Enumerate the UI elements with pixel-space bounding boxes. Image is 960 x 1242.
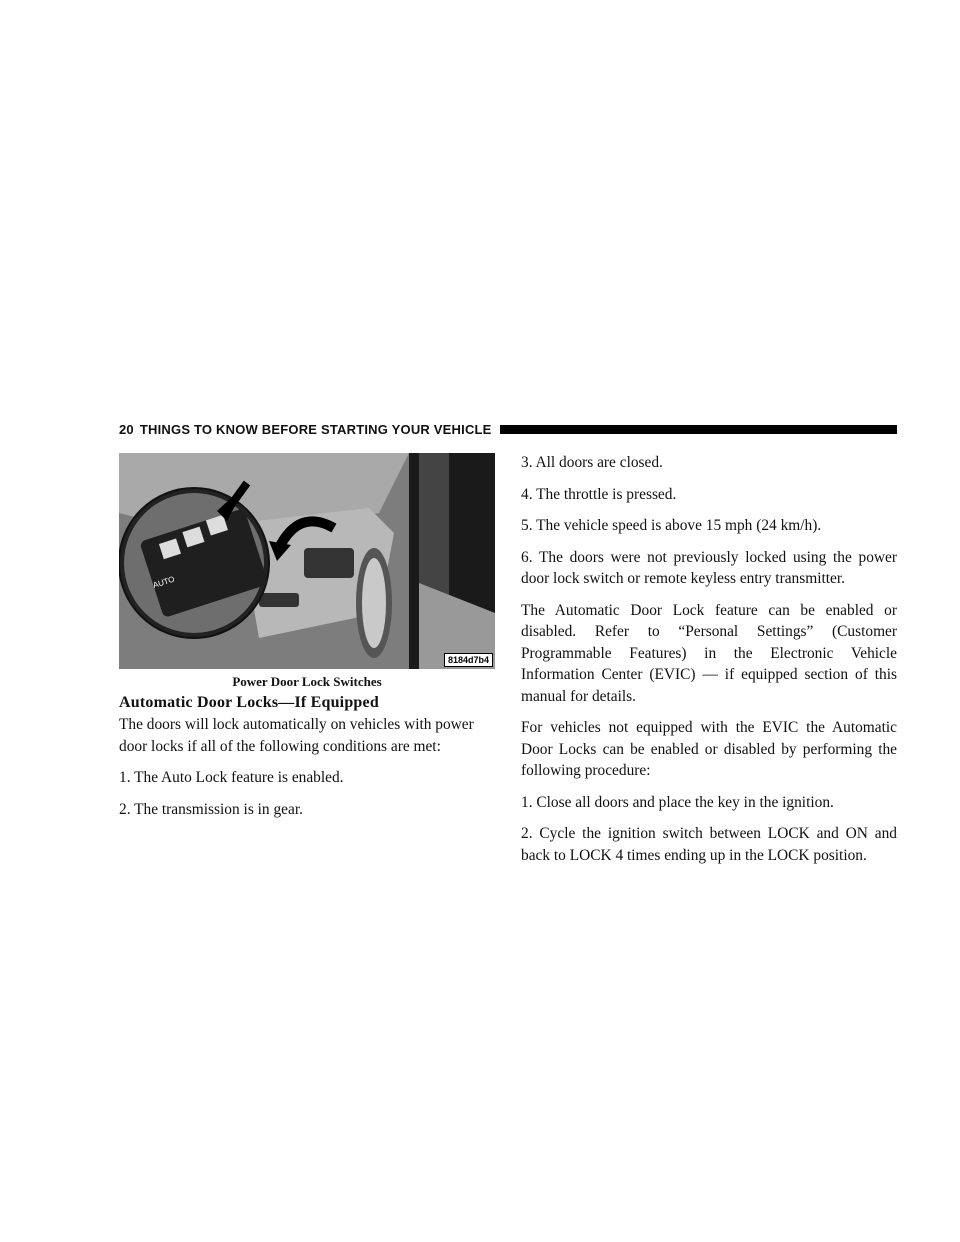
procedure-step: 2. Cycle the ignition switch between LOCK and ON and back to LOCK 4 times ending up in the LOCK position.	[521, 825, 897, 864]
evic-paragraph: The Automatic Door Lock feature can be enabled or disabled. Refer to “Personal Settings” (Customer Programmable Features) in the Electronic Vehicle Information Center (EVIC) — if equipped section of this manual for details.	[521, 601, 897, 705]
header-rule	[500, 425, 897, 434]
condition-item: 6. The doors were not previously locked using the power door lock switch or remote keyless entry transmitter.	[521, 548, 897, 587]
column-left	[119, 714, 495, 820]
condition-item: 5. The vehicle speed is above 15 mph (24 km/h).	[521, 517, 822, 534]
no-evic-paragraph: For vehicles not equipped with the EVIC the Automatic Door Locks can be enabled or disabled by performing the following procedure:	[521, 719, 897, 779]
figure-id: 8184d7b4	[444, 653, 493, 667]
column-right	[521, 452, 897, 866]
door-panel-illustration	[119, 453, 495, 669]
procedure-step: 1. Close all doors and place the key in the ignition.	[521, 793, 834, 811]
condition-item: 4. The throttle is pressed.	[521, 485, 677, 503]
chapter-title: THINGS TO KNOW BEFORE STARTING YOUR VEHICLE	[139, 421, 492, 437]
intro-paragraph: The doors will lock automatically on vehicles with power door locks if all of the following conditions are met:	[119, 716, 474, 755]
figure-caption: Power Door Lock Switches	[232, 674, 382, 689]
page-number: 20	[119, 421, 134, 437]
auto-switch-label: AUTO	[151, 574, 176, 590]
page-header	[119, 420, 897, 438]
section-title: Automatic Door Locks—If Equipped	[119, 694, 379, 711]
condition-item: 2. The transmission is in gear.	[119, 800, 303, 818]
condition-item: 3. All doors are closed.	[521, 454, 663, 471]
condition-item: 1. The Auto Lock feature is enabled.	[119, 769, 344, 786]
door-lock-switches-figure	[119, 453, 495, 669]
